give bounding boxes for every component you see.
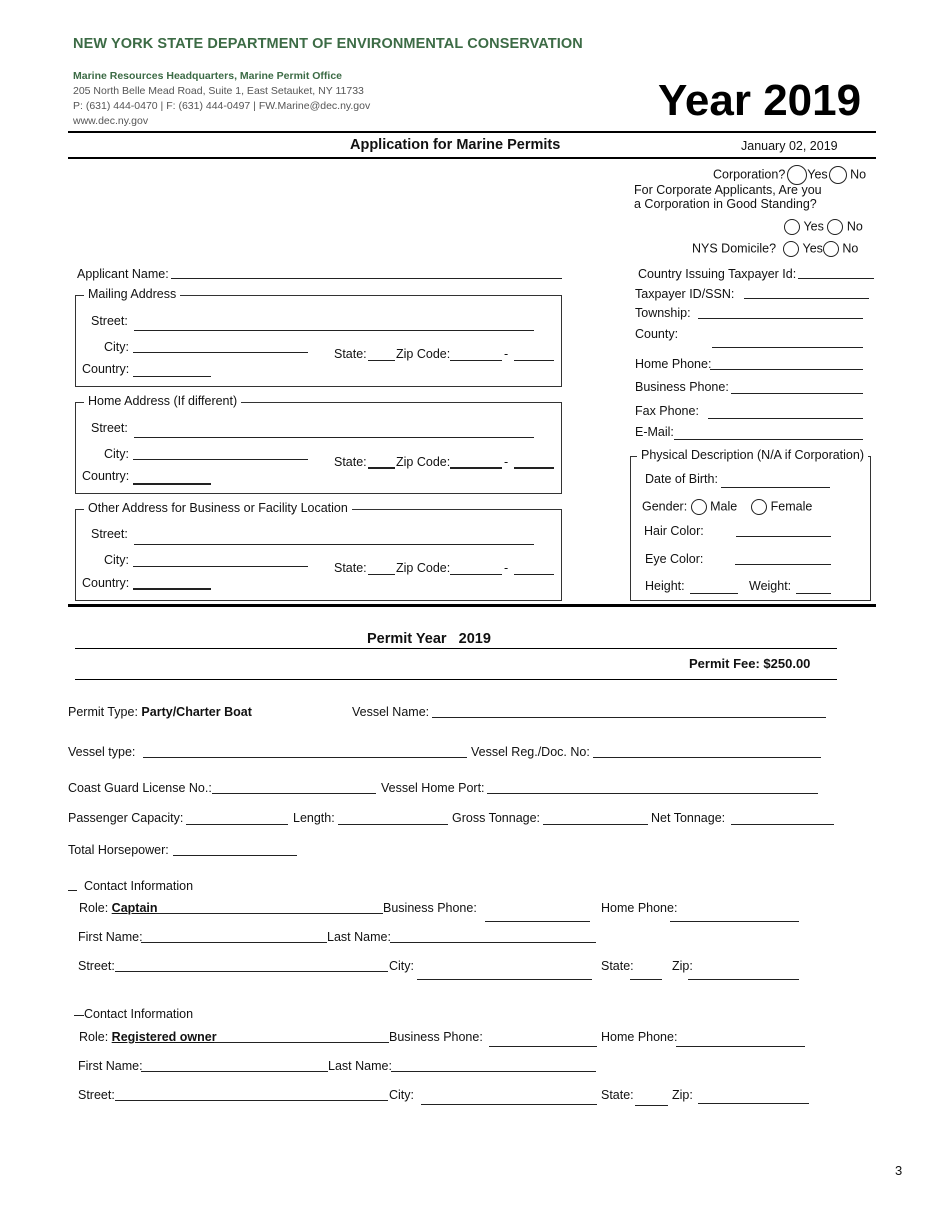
dob-field[interactable] bbox=[721, 487, 830, 488]
country-label: Country: bbox=[82, 576, 130, 590]
city-label: City: bbox=[104, 340, 129, 354]
role-label: Role: bbox=[79, 1030, 109, 1044]
permit-year bbox=[367, 631, 491, 647]
permit-year-value: 2019 bbox=[458, 631, 491, 647]
contact-heading bbox=[68, 879, 193, 893]
contact-city-field[interactable] bbox=[417, 979, 592, 980]
street-label: Street: bbox=[78, 1088, 115, 1102]
street-label: Street: bbox=[91, 421, 128, 435]
state-label: State: bbox=[334, 347, 367, 361]
no-label: No bbox=[850, 167, 867, 182]
contact-state-field[interactable] bbox=[635, 1105, 668, 1106]
home-state-field[interactable] bbox=[368, 467, 395, 469]
first-name-field[interactable] bbox=[141, 1071, 328, 1072]
vessel-reg-field[interactable] bbox=[593, 757, 821, 758]
form-title: Application for Marine Permits bbox=[350, 137, 561, 153]
weight-label: Weight: bbox=[749, 579, 792, 593]
contact-business-phone-field[interactable] bbox=[485, 921, 590, 922]
first-name-label: First Name: bbox=[78, 930, 143, 944]
net-label: Net Tonnage: bbox=[651, 811, 726, 825]
corporation-label: Corporation? bbox=[713, 167, 786, 182]
permit-year-label: Permit Year bbox=[367, 631, 447, 647]
home-phone-label: Home Phone: bbox=[601, 901, 678, 915]
horsepower-field[interactable] bbox=[173, 855, 297, 856]
mailing-zip4-field[interactable] bbox=[514, 360, 554, 361]
contact-city-field[interactable] bbox=[421, 1104, 597, 1105]
divider bbox=[75, 648, 837, 649]
length-field[interactable] bbox=[338, 824, 448, 825]
passenger-label: Passenger Capacity: bbox=[68, 811, 184, 825]
other-state-field[interactable] bbox=[368, 574, 395, 575]
agency-name: NEW YORK STATE DEPARTMENT OF ENVIRONMENTAL CONSERVATION bbox=[73, 36, 583, 52]
state-label: State: bbox=[334, 561, 367, 575]
permit-type bbox=[68, 705, 252, 719]
corporation-yes-radio[interactable] bbox=[787, 165, 807, 185]
home-port-label: Vessel Home Port: bbox=[381, 781, 485, 795]
city-label: City: bbox=[389, 959, 414, 973]
female-label: Female bbox=[770, 499, 813, 514]
zip-dash: - bbox=[504, 347, 509, 361]
corporation-question bbox=[713, 165, 866, 185]
role-value: Registered owner bbox=[111, 1030, 217, 1044]
city-label: City: bbox=[104, 447, 129, 461]
contact-state-field[interactable] bbox=[630, 979, 662, 980]
other-country-field[interactable] bbox=[133, 588, 211, 590]
zip-label: Zip: bbox=[672, 1088, 693, 1102]
home-port-field[interactable] bbox=[487, 793, 818, 794]
year-title: Year 2019 bbox=[658, 76, 862, 125]
business-phone-label: Business Phone: bbox=[383, 901, 477, 915]
email-label: E-Mail: bbox=[635, 425, 674, 439]
vessel-type-label: Vessel type: bbox=[68, 745, 136, 759]
website-link[interactable]: www.dec.ny.gov bbox=[73, 115, 149, 127]
form-date: January 02, 2019 bbox=[741, 139, 838, 153]
street-label: Street: bbox=[91, 314, 128, 328]
country-taxpayer-field[interactable] bbox=[798, 278, 874, 279]
county-field[interactable] bbox=[712, 347, 863, 348]
business-phone-label: Business Phone: bbox=[389, 1030, 483, 1044]
length-label: Length: bbox=[293, 811, 335, 825]
vessel-name-label: Vessel Name: bbox=[352, 705, 430, 719]
state-label: State: bbox=[601, 1088, 634, 1102]
mailing-state-field[interactable] bbox=[368, 360, 395, 361]
vessel-reg-label: Vessel Reg./Doc. No: bbox=[471, 745, 590, 759]
taxpayer-field[interactable] bbox=[744, 298, 869, 299]
page-number: 3 bbox=[895, 1163, 903, 1178]
home-phone-label: Home Phone: bbox=[635, 357, 712, 371]
cg-license-field[interactable] bbox=[212, 793, 376, 794]
gross-label: Gross Tonnage: bbox=[452, 811, 541, 825]
physical-description-legend: Physical Description (N/A if Corporation) bbox=[637, 448, 868, 462]
applicant-name-label: Applicant Name: bbox=[77, 267, 169, 281]
state-label: State: bbox=[601, 959, 634, 973]
home-phone-field[interactable] bbox=[710, 369, 863, 370]
divider bbox=[75, 679, 837, 680]
zip-label: Zip: bbox=[672, 959, 693, 973]
no-label: No bbox=[846, 219, 863, 234]
zip-dash: - bbox=[504, 561, 509, 575]
contact-heading-label: Contact Information bbox=[83, 879, 194, 893]
zip-label: Zip Code: bbox=[396, 455, 451, 469]
mailing-zip-field[interactable] bbox=[450, 360, 502, 361]
mailing-address-legend: Mailing Address bbox=[84, 287, 180, 301]
contact-zip-field[interactable] bbox=[688, 979, 799, 980]
taxpayer-label: Taxpayer ID/SSN: bbox=[635, 287, 735, 301]
female-radio[interactable] bbox=[751, 499, 767, 515]
domicile-yes-radio[interactable] bbox=[783, 241, 799, 257]
contact-business-phone-field[interactable] bbox=[489, 1046, 597, 1047]
hair-label: Hair Color: bbox=[644, 524, 704, 538]
standing-yes-radio[interactable] bbox=[784, 219, 800, 235]
divider bbox=[68, 131, 876, 133]
home-zip4-field[interactable] bbox=[514, 467, 554, 469]
cg-license-label: Coast Guard License No.: bbox=[68, 781, 212, 795]
male-radio[interactable] bbox=[691, 499, 707, 515]
street-label: Street: bbox=[78, 959, 115, 973]
role-label: Role: bbox=[79, 901, 109, 915]
corporation-no-radio[interactable] bbox=[829, 166, 847, 184]
other-street-field[interactable] bbox=[134, 544, 534, 545]
street-label: Street: bbox=[91, 527, 128, 541]
contact-heading bbox=[74, 1007, 193, 1021]
last-name-field[interactable] bbox=[391, 1071, 596, 1072]
home-city-field[interactable] bbox=[133, 459, 308, 460]
gender-label: Gender: bbox=[642, 499, 688, 514]
role-field[interactable] bbox=[214, 1042, 389, 1043]
applicant-name-field[interactable] bbox=[171, 278, 562, 279]
role-value: Captain bbox=[111, 901, 158, 915]
mailing-street-field[interactable] bbox=[134, 330, 534, 331]
horsepower-label: Total Horsepower: bbox=[68, 843, 169, 857]
office-address: 205 North Belle Mead Road, Suite 1, East Setauket, NY 11733 bbox=[73, 85, 364, 97]
country-label: Country: bbox=[82, 362, 130, 376]
divider bbox=[68, 157, 876, 159]
country-label: Country: bbox=[82, 469, 130, 483]
business-phone-label: Business Phone: bbox=[635, 380, 729, 394]
zip-dash: - bbox=[504, 455, 509, 469]
last-name-field[interactable] bbox=[390, 942, 596, 943]
mailing-country-field[interactable] bbox=[133, 376, 211, 377]
zip-label: Zip Code: bbox=[396, 561, 451, 575]
home-phone-label: Home Phone: bbox=[601, 1030, 678, 1044]
other-city-field[interactable] bbox=[133, 566, 308, 567]
yes-label: Yes bbox=[802, 241, 823, 256]
home-address-group bbox=[75, 394, 562, 494]
yes-label: Yes bbox=[807, 167, 828, 182]
divider bbox=[68, 604, 876, 607]
home-country-field[interactable] bbox=[133, 483, 211, 485]
mailing-address-group bbox=[75, 287, 562, 387]
city-label: City: bbox=[389, 1088, 414, 1102]
home-zip-field[interactable] bbox=[450, 467, 502, 469]
other-zip4-field[interactable] bbox=[514, 574, 554, 575]
city-label: City: bbox=[104, 553, 129, 567]
passenger-field[interactable] bbox=[186, 824, 288, 825]
hair-field[interactable] bbox=[736, 536, 831, 537]
gross-field[interactable] bbox=[543, 824, 648, 825]
last-name-label: Last Name: bbox=[328, 1059, 392, 1073]
domicile-label: NYS Domicile? bbox=[692, 241, 777, 256]
net-field[interactable] bbox=[731, 824, 834, 825]
domicile-question bbox=[692, 241, 858, 257]
contact-zip-field[interactable] bbox=[698, 1103, 809, 1104]
standing-radio-group bbox=[784, 219, 863, 235]
contact-street-field[interactable] bbox=[115, 1100, 388, 1101]
first-name-field[interactable] bbox=[141, 942, 327, 943]
country-taxpayer-label: Country Issuing Taxpayer Id: bbox=[638, 267, 797, 281]
eye-field[interactable] bbox=[735, 564, 831, 565]
role-field[interactable] bbox=[155, 913, 383, 914]
no-label: No bbox=[842, 241, 859, 256]
zip-label: Zip Code: bbox=[396, 347, 451, 361]
standing-no-radio[interactable] bbox=[827, 219, 843, 235]
home-address-legend: Home Address (If different) bbox=[84, 394, 241, 408]
fax-label: Fax Phone: bbox=[635, 404, 699, 418]
permit-type-value: Party/Charter Boat bbox=[141, 705, 252, 719]
weight-field[interactable] bbox=[796, 593, 831, 594]
vessel-type-field[interactable] bbox=[143, 757, 467, 758]
business-phone-field[interactable] bbox=[731, 393, 863, 394]
contact-heading-label: Contact Information bbox=[84, 1007, 194, 1021]
standing-question-line1: For Corporate Applicants, Are you bbox=[634, 183, 822, 197]
office-name: Marine Resources Headquarters, Marine Permit Office bbox=[73, 70, 343, 82]
contact-home-phone-field[interactable] bbox=[670, 921, 799, 922]
yes-label: Yes bbox=[803, 219, 824, 234]
permit-fee: Permit Fee: $250.00 bbox=[689, 656, 811, 671]
male-label: Male bbox=[710, 499, 738, 514]
home-street-field[interactable] bbox=[134, 437, 534, 438]
contact-street-field[interactable] bbox=[115, 971, 388, 972]
email-field[interactable] bbox=[674, 439, 863, 440]
contact-role bbox=[79, 1030, 217, 1044]
contact-home-phone-field[interactable] bbox=[676, 1046, 805, 1047]
state-label: State: bbox=[334, 455, 367, 469]
vessel-name-field[interactable] bbox=[432, 717, 826, 718]
eye-label: Eye Color: bbox=[645, 552, 704, 566]
mailing-city-field[interactable] bbox=[133, 352, 308, 353]
township-label: Township: bbox=[635, 306, 691, 320]
township-field[interactable] bbox=[698, 318, 863, 319]
height-label: Height: bbox=[645, 579, 685, 593]
contact-role bbox=[79, 901, 158, 915]
office-contact: P: (631) 444-0470 | F: (631) 444-0497 | FW.Marine@dec.ny.gov bbox=[73, 100, 371, 112]
standing-question-line2: a Corporation in Good Standing? bbox=[634, 197, 817, 211]
domicile-no-radio[interactable] bbox=[823, 241, 839, 257]
fax-field[interactable] bbox=[708, 418, 863, 419]
other-zip-field[interactable] bbox=[450, 574, 502, 575]
permit-type-label: Permit Type: bbox=[68, 705, 138, 719]
last-name-label: Last Name: bbox=[327, 930, 391, 944]
county-label: County: bbox=[635, 327, 679, 341]
gender-group bbox=[642, 499, 812, 515]
first-name-label: First Name: bbox=[78, 1059, 143, 1073]
dob-label: Date of Birth: bbox=[645, 472, 718, 486]
height-field[interactable] bbox=[690, 593, 738, 594]
other-address-legend: Other Address for Business or Facility Location bbox=[84, 501, 352, 515]
